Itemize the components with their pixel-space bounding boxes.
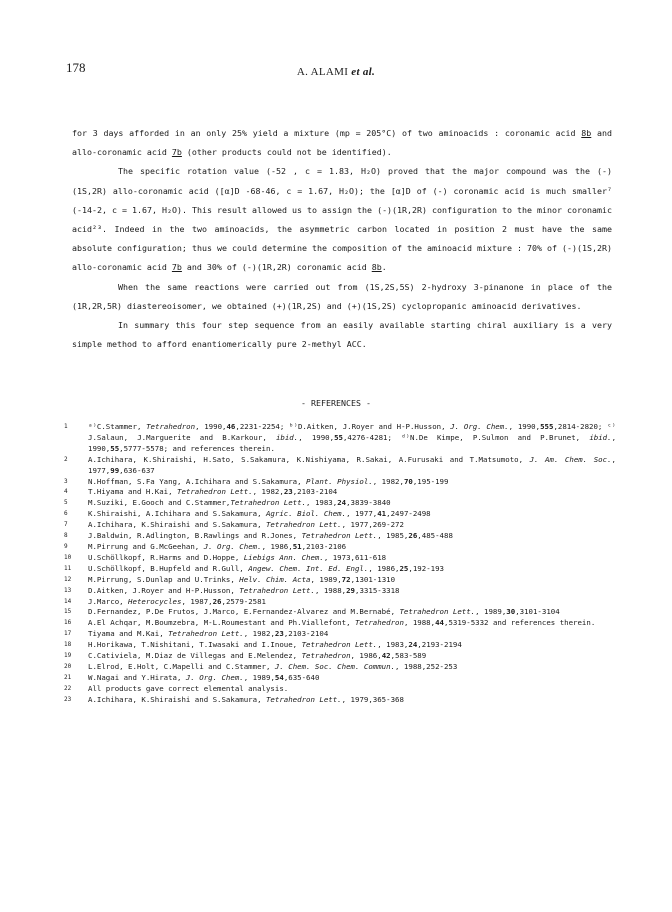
reference-segment: ,2193-2194 [417,640,462,650]
reference-text [88,607,616,618]
reference-segment: 54 [274,672,284,682]
reference-text [88,422,616,455]
reference-text [88,618,616,629]
reference-segment: , 1988, [403,618,436,628]
reference-text [88,673,616,684]
reference-segment: Tetrahedron Lett. [230,498,307,508]
reference-segment: Tetrahedron Lett. [168,629,244,639]
reference-segment: , 1979,365-368 [341,694,404,704]
reference-item [64,531,616,542]
reference-segment: U.Schöllkopf, R.Harms and D.Hoppe, [88,552,244,562]
reference-segment: J.Baldwin, R.Adlington, B.Rawlings and R.Jones, [88,531,302,541]
reference-segment: , 1982, [372,476,404,486]
reference-item [64,640,616,651]
reference-segment: ibid. [275,432,299,442]
reference-text [88,597,616,608]
compound-7b-ref: 7b [171,147,182,158]
reference-segment: 46 [226,422,236,431]
reference-number: 7 [64,521,68,529]
reference-segment: Agric. Biol. Chem. [265,509,347,519]
reference-segment: , 1988, [314,585,347,595]
paragraph-2 [72,162,612,277]
reference-item [64,520,616,531]
reference-segment: All products gave correct elemental analysis. [88,683,289,693]
reference-item [64,662,616,673]
reference-item [64,629,616,640]
reference-segment: U.Schöllkopf, B.Hupfeld and R.Gull, [88,563,249,573]
reference-segment: 51 [292,541,302,551]
reference-segment: Plant. Physiol. [306,476,373,486]
reference-number: 6 [64,510,68,518]
paragraph-4: In summary this four step sequence from an easily available starting chiral auxiliary is a very simple method to afford enantiomerically pure 2-methyl ACC. [72,320,612,350]
reference-segment: ,2103-2106 [301,541,347,551]
reference-segment: A.Ichihara, K.Shiraishi and S.Sakamura, [88,694,266,704]
reference-item [64,487,616,498]
reference-segment: ,3101-3104 [515,607,560,617]
running-head [0,66,672,78]
reference-segment: , 1990, [195,422,227,431]
reference-segment: , 1982, [252,487,284,497]
reference-segment: J. Am. Chem. Soc. [529,454,612,464]
reference-segment: D.Fernandez, P.De Frutos, J.Marco, E.Fernandez-Alvarez and M.Bernabé, [88,607,400,617]
paragraph-3: When the same reactions were carried out from (1S,2S,5S) 2-hydroxy 3-pinanone in place of the (1R,2R,5R) diastereoisomer, we obtained (+)(1R,2S) and (+)(1S,2S) cyclopropanic aminoacid derivatives. [72,281,612,311]
reference-segment: ,485-488 [417,531,453,541]
reference-text [88,629,616,640]
reference-segment: Heterocycles [128,596,182,606]
reference-segment: 44 [435,618,444,628]
reference-segment: Tetrahedron Lett. [265,520,342,530]
reference-segment: Tiyama and M.Kai, [88,629,169,639]
reference-text [88,477,616,488]
reference-number: 20 [64,662,72,670]
reference-number: 9 [64,542,68,550]
reference-segment: ,2814-2820; ᶜ⁾J.Salaun, J.Marguerite and B.Karkour, [88,422,616,442]
reference-segment: A.Ichihara, K.Shiraishi and S.Sakamura, [88,520,266,530]
reference-segment: ibid. [589,432,612,442]
reference-text [88,455,616,477]
reference-segment: 26 [408,531,418,541]
reference-segment: J. Org. Chem. [203,541,262,551]
reference-segment: , 1973,611-618 [323,552,387,562]
reference-segment: 42 [381,651,391,661]
reference-item [64,597,616,608]
reference-segment: H.Horikawa, T.Nishitani, T.Iwasaki and I.Inoue, [88,640,302,650]
reference-segment: Tetrahedron [146,422,196,431]
reference-segment: ,2579-2581 [221,596,267,606]
reference-item [64,607,616,618]
reference-item [64,586,616,597]
reference-segment: 23 [274,629,284,639]
reference-segment: A.El Achqar, M.Boumzebra, M-L.Roumestant and Ph.Viallefont, [88,618,355,628]
reference-item [64,542,616,553]
reference-segment: ,2103-2104 [283,629,329,639]
reference-segment: , 1983, [377,640,409,650]
reference-number: 14 [64,597,72,605]
page-number: 178 [66,60,86,75]
reference-segment: , 1986, [261,541,293,551]
reference-item [64,553,616,564]
p2-text-a: The specific rotation value (-52 , c = 1.83, H₂O) proved that the major compound was the (-)(1S,2R) allo-coronamic acid ([α]D -68-46, c = 1.67, H₂O); the [α]D of (-) coronamic acid is much smaller⁷ (-14-2, c = 1.67, H₂O). This result allowed us to assign the (-)(1R,2R) configuration to the minor coronamic acid²³. Indeed in the two aminoacids, the asymmetric carbon located in position 2 must have the same absolute configuration; thus we could determine the composition of the aminoacid mixture : 70% of (-)(1S,2R) allo-coronamic acid [72,166,612,273]
body-text [72,124,612,354]
reference-text [88,509,616,520]
reference-segment: , 1989, [475,607,507,617]
reference-text [88,564,616,575]
reference-segment: , 1983, [306,498,338,508]
reference-segment: M.Suziki, E.Gooch and C.Stammer, [88,498,231,508]
reference-segment: , 1977,269-272 [341,520,404,530]
paragraph-1 [72,124,612,162]
reference-text [88,520,616,531]
reference-number: 16 [64,619,72,627]
reference-item [64,673,616,684]
reference-text [88,553,616,564]
compound-7b-ref: 7b [171,262,182,273]
reference-segment: 555 [540,422,554,431]
reference-segment: , 1985, [377,531,409,541]
reference-number: 15 [64,608,72,616]
reference-segment: J.Marco, [88,596,129,606]
reference-text [88,542,616,553]
reference-segment: 99 [110,465,120,475]
reference-segment: ,3315-3318 [355,585,400,595]
reference-segment: ,583-589 [390,651,427,661]
references-heading: - REFERENCES - [301,398,371,408]
reference-segment: , 1988,252-253 [395,661,458,671]
reference-item [64,422,616,455]
p2-text-c: . [381,262,387,273]
reference-segment: ,2231-2254; ᵇ⁾D.Aitken, J.Royer and H-P.Husson, [235,422,451,431]
reference-segment: 26 [212,596,222,606]
reference-segment: ,192-193 [408,563,444,573]
reference-item [64,509,616,520]
reference-segment: 24 [408,640,418,650]
running-head-etal: et al. [351,66,376,78]
reference-segment: , 1989, [310,574,342,584]
p1-text-b: and allo-coronamic acid [72,128,612,158]
reference-text [88,531,616,542]
reference-text [88,651,616,662]
reference-item [64,455,616,477]
reference-segment: , 1990, [88,432,617,453]
reference-segment: Liebigs Ann. Chem. [243,552,324,562]
reference-segment: 30 [506,607,516,617]
reference-segment: Tetrahedron Lett. [399,607,476,617]
reference-segment: 23 [283,487,293,497]
reference-number: 18 [64,641,72,649]
reference-number: 4 [64,488,68,496]
running-head-author: A. ALAMI [296,66,349,78]
reference-item [64,695,616,706]
reference-segment: Tetrahedron Lett. [301,531,378,541]
p2-text-b: and 30% of (-)(1R,2R) coronamic acid [181,262,372,273]
reference-item [64,498,616,509]
reference-segment: ,5319-5332 and references therein. [444,618,596,628]
reference-number: 2 [64,455,68,463]
reference-segment: ,3839-3840 [346,498,391,508]
reference-segment: 55 [334,432,343,442]
reference-text [88,498,616,509]
reference-text [88,640,616,651]
reference-segment: 41 [377,509,387,519]
reference-text [88,586,616,597]
reference-segment: Tetrahedron Lett. [177,487,253,497]
reference-segment: 55 [110,443,120,453]
reference-text [88,662,616,673]
reference-segment: A.Ichihara, K.Shiraishi, H.Sato, S.Sakamura, K.Nishiyama, R.Sakai, A.Furusaki and T.Matsumoto, [88,454,530,464]
reference-item [64,575,616,586]
reference-segment: K.Shiraishi, A.Ichihara and S.Sakamura, [88,509,266,519]
reference-segment: , 1986, [350,651,382,661]
compound-8b-ref: 8b [581,128,592,138]
reference-segment: T.Hiyama and H.Kai, [88,487,177,497]
reference-segment: Tetrahedron Lett. [265,694,342,704]
references-list [64,422,616,706]
reference-segment: Helv. Chim. Acta [239,574,311,584]
reference-segment: , 1977, [88,454,616,475]
reference-number: 12 [64,575,72,583]
reference-segment: D.Aitken, J.Royer and H-P.Husson, [88,585,240,595]
reference-segment: ,5777-5578; and references therein. [119,443,275,453]
reference-segment: W.Nagai and Y.Hirata, [88,672,186,682]
reference-segment: 70 [403,476,413,486]
reference-number: 10 [64,553,72,561]
reference-segment: Angew. Chem. Int. Ed. Engl. [248,563,369,573]
reference-segment: , 1982, [243,629,275,639]
reference-segment: Tetrahedron [354,618,404,628]
reference-number: 5 [64,499,68,507]
reference-segment: Tetrahedron Lett. [301,640,378,650]
reference-item [64,477,616,488]
reference-segment: , 1987, [181,596,213,606]
p1-text-c: (other products could not be identified). [181,147,392,158]
reference-text [88,695,616,706]
reference-segment: , 1990, [298,432,335,442]
reference-segment: ,636-637 [119,465,155,475]
reference-text [88,684,616,695]
reference-segment: 25 [399,563,409,573]
reference-number: 8 [64,532,68,540]
compound-8b-ref: 8b [371,262,382,273]
reference-number: 23 [64,695,72,703]
reference-number: 22 [64,684,72,692]
reference-item [64,651,616,662]
reference-number: 17 [64,630,72,638]
p1-text-a: for 3 days afforded in an only 25% yield a mixture (mp = 205°C) of two aminoacids : coronamic acid [72,128,582,138]
reference-segment: , 1989, [243,672,275,682]
reference-segment: M.Pirrung and G.McGeehan, [88,541,204,551]
reference-segment: , 1990, [508,422,541,431]
reference-segment: 29 [346,585,356,595]
reference-text [88,487,616,498]
reference-segment: ᵃ⁾C.Stammer, [88,422,147,431]
reference-text [88,575,616,586]
reference-segment: C.Cativiela, M.Diaz de Villegas and E.Melendez, [88,651,302,661]
reference-segment: , 1986, [368,563,400,573]
reference-segment: N.Hoffman, S.Fa Yang, A.Ichihara and S.Sakamura, [88,476,307,486]
reference-segment: ,635-640 [283,672,320,682]
reference-segment: J. Org. Chem. [185,672,244,682]
reference-segment: 24 [337,498,347,508]
reference-segment: 72 [341,574,351,584]
reference-segment: ,4276-4281; ᵈ⁾N.De Kimpe, P.Sulmon and P.Brunet, [342,432,590,442]
reference-number: 11 [64,564,72,572]
reference-segment: Tetrahedron Lett. [239,585,315,595]
reference-number: 13 [64,586,72,594]
reference-number: 1 [64,423,68,430]
reference-segment: M.Pirrung, S.Dunlap and U.Trinks, [88,574,240,584]
reference-segment: J. Chem. Soc. Chem. Commun. [274,661,396,671]
reference-item [64,684,616,695]
reference-number: 21 [64,673,72,681]
reference-number: 3 [64,477,68,485]
reference-segment: J. Org. Chem. [450,422,509,431]
reference-segment: ,2497-2498 [386,509,431,519]
reference-segment: ,2103-2104 [292,487,338,497]
reference-number: 19 [64,652,72,660]
reference-item [64,618,616,629]
reference-segment: L.Elrod, E.Holt, C.Mapelli and C.Stammer, [88,661,275,671]
reference-item [64,564,616,575]
reference-segment: ,195-199 [412,476,449,486]
reference-segment: ,1301-1310 [350,574,396,584]
reference-segment: Tetrahedron [301,651,351,661]
reference-segment: , 1977, [346,509,378,519]
